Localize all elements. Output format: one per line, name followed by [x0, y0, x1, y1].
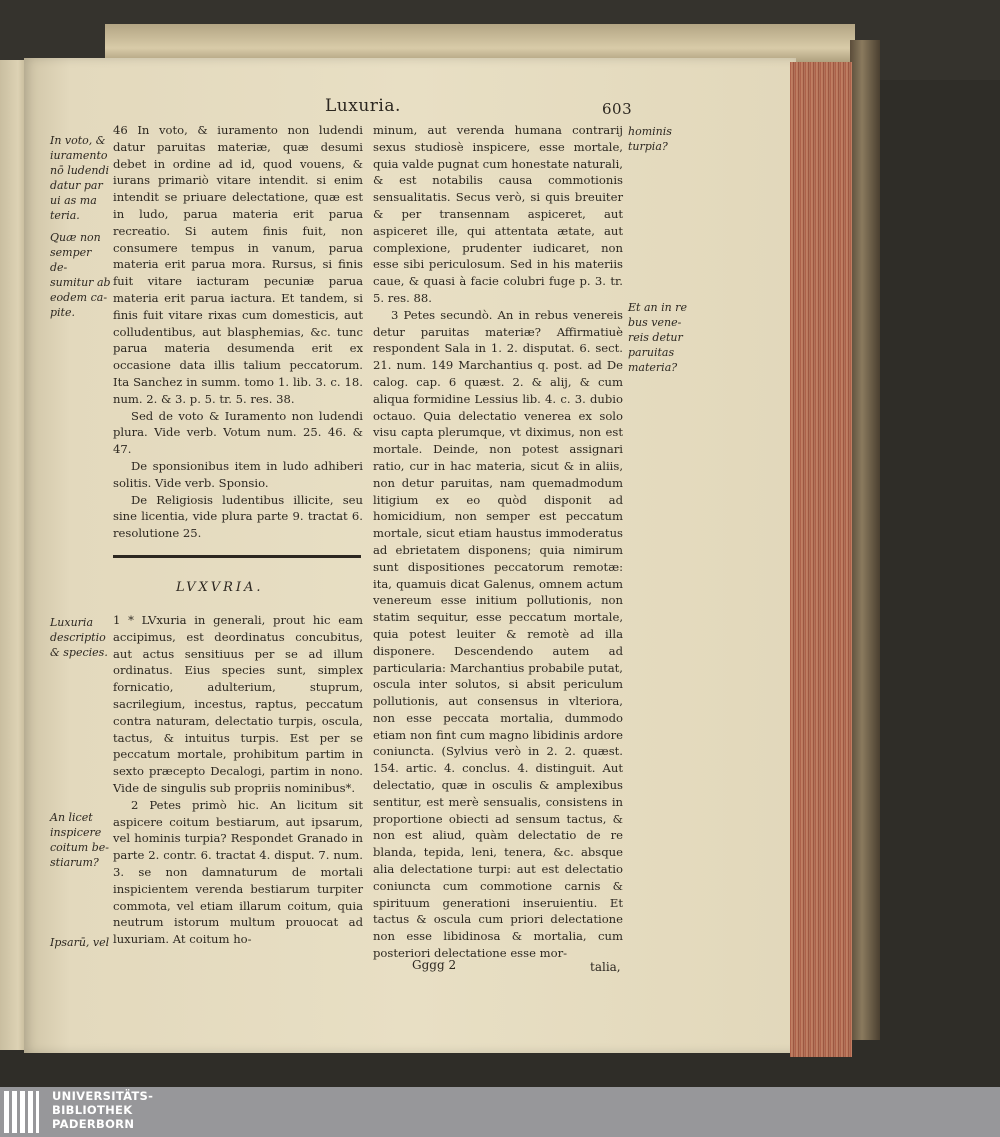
margin-note: Et an in re bus vene- reis detur paruitas materia?	[628, 301, 687, 374]
margin-note: An licet inspicere coitum be- stiarum?	[50, 811, 110, 869]
margin-note: hominis turpia?	[628, 125, 672, 153]
left-column	[113, 122, 363, 542]
paragraph: minum, aut verenda humana contrarij sexus studiosè inspicere, esse mortale, quia valde pugnat cum honestate naturali, & est notabilis causa commotionis sensualitatis. Secus verò, si quis breuiter & per transennam aspiceret, aut aspiceret ille, qui attentata ætate, aut complexione, prudenter iudicaret, non esse sibi periculosum. Sed in his materiis caue, & quasi à facie colubri fuge p. 3. tr. 5. res. 88.	[373, 123, 623, 305]
margin-note: Ipsarū, vel	[50, 936, 110, 949]
left-column-lower	[113, 612, 363, 948]
section-title: LVXVRIA.	[176, 580, 264, 595]
paragraph: De sponsionibus item in ludo adhiberi solitis. Vide verb. Sponsio.	[113, 458, 363, 490]
signature-mark: Gggg 2	[412, 958, 457, 972]
catchword: talia,	[590, 960, 621, 974]
margin-note: Luxuria descriptio & species.	[50, 616, 108, 659]
margin-note: In voto, & iuramento nō ludendi datur par ui as ma teria.	[50, 134, 110, 222]
page-edges	[790, 62, 852, 1057]
section-rule	[113, 555, 361, 558]
paragraph: 2 Petes primò hic. An licitum sit aspicere coitum bestiarum, aut ipsarum, vel hominis turpia? Respondet Granado in parte 2. contr. 6. tractat 4. disput. 7. num. 3. se non damnaturum de mortali inspicientem verenda bestiarum turpiter commota, vel etiam illarum coitum, quia neutrum istorum multum prouocat ad luxuriam. At coitum ho-	[113, 797, 363, 947]
library-footer	[0, 1087, 1000, 1137]
margin-note: Quæ non semper de- sumitur ab eodem ca- pite.	[50, 231, 111, 319]
paragraph: De Religiosis ludentibus illicite, seu sine licentia, vide plura parte 9. tractat 6. resolutione 25.	[113, 492, 363, 541]
library-logo-icon	[4, 1091, 44, 1133]
library-name: UNIVERSITÄTS- BIBLIOTHEK PADERBORN	[52, 1089, 154, 1131]
paragraph: 3 Petes secundò. An in rebus venereis detur paruitas materiæ? Affirmatiuè respondent Sala in 1. 2. disputat. 6. sect. 21. num. 149 Marchantius q. post. ad De calog. cap. 6 quæst. 2. & alij, & cum aliqua formidine Lessius lib. 4. c. 3. dubio octauo. Quia delectatio venerea ex solo visu capta plerumque, vt diximus, non est mortale. Deinde, non potest assignari ratio, cur in hac materia, sicut & in aliis, non detur paruitas, nam quemadmodum litigium ex eo quòd disponit ad homicidium, non semper est peccatum mortale, sicut etiam haustus immoderatus ad ebrietatem disponens; quia nimirum sunt dispositiones peccatorum remotæ: ita, quamuis dicat Galenus, omnem actum venereum esse initium pollutionis, non statim sequitur, esse peccatum mortale, quia potest leuiter & remotè ad illa disponere. Descendendo autem ad particularia: Marchantius probabile putat, oscula inter solutos, si absit periculum pollutionis, aut consensus in vlteriora, non esse peccata mortalia, dummodo etiam non fint cum magno libidinis ardore coniuncta. (Sylvius verò in 2. 2. quæst. 154. artic. 4. conclus. 4. distinguit. Aut delectatio, quæ in osculis & amplexibus sentitur, est merè sensualis, consistens in proportione obiecti ad sensum tactus, & non est aliud, quàm delectatio de re blanda, tepida, leni, tenera, &c. absque alia delectatione turpi: aut est delectatio coniuncta cum commotione carnis & spirituum generationi inseruientiu. Et tactus & oscula cum priori delectatione non esse libidinosa & mortalia, cum posteriori delectatione esse mor-	[373, 307, 623, 961]
running-title: Luxuria.	[325, 96, 401, 116]
right-column	[373, 122, 623, 962]
book-cover-right	[850, 40, 880, 1040]
paragraph: 1 * LVxuria in generali, prout hic eam accipimus, est deordinatus concubitus, aut actus sensitiuus per se ad illum ordinatus. Eius species sunt, simplex fornicatio, adulterium, stuprum, sacrilegium, incestus, raptus, peccatum contra naturam, delectatio turpis, oscula, tactus, & intuitus turpis. Est per se peccatum mortale, prohibitum partim in sexto præcepto Decalogi, partim in nono. Vide de singulis sub propriis nominibus*.	[113, 613, 363, 795]
paragraph: Sed de voto & Iuramento non ludendi plura. Vide verb. Votum num. 25. 46. & 47.	[113, 408, 363, 457]
paragraph: 46 In voto, & iuramento non ludendi datur paruitas materiæ, quæ desumi debet in ordine ad id, quod vouens, & iurans primariò vitare intendit. si enim intendit se priuare delectatione, quæ est in ludo, parua materia erit parua recreatio. Si autem finis fuit, non consumere tempus in vanum, parua materia erit parua mora. Rursus, si finis fuit vitare iacturam pecuniæ parua materia erit parua iactura. Et tandem, si finis fuit vitare rixas cum domesticis, aut colludentibus, aut blasphemias, &c. tunc parua materia desumenda erit ex occasione data illis talium peccatorum. Ita Sanchez in summ. tomo 1. lib. 3. c. 18. num. 2. & 3. p. 5. tr. 5. res. 38.	[113, 123, 363, 406]
page-number: 603	[602, 100, 633, 118]
